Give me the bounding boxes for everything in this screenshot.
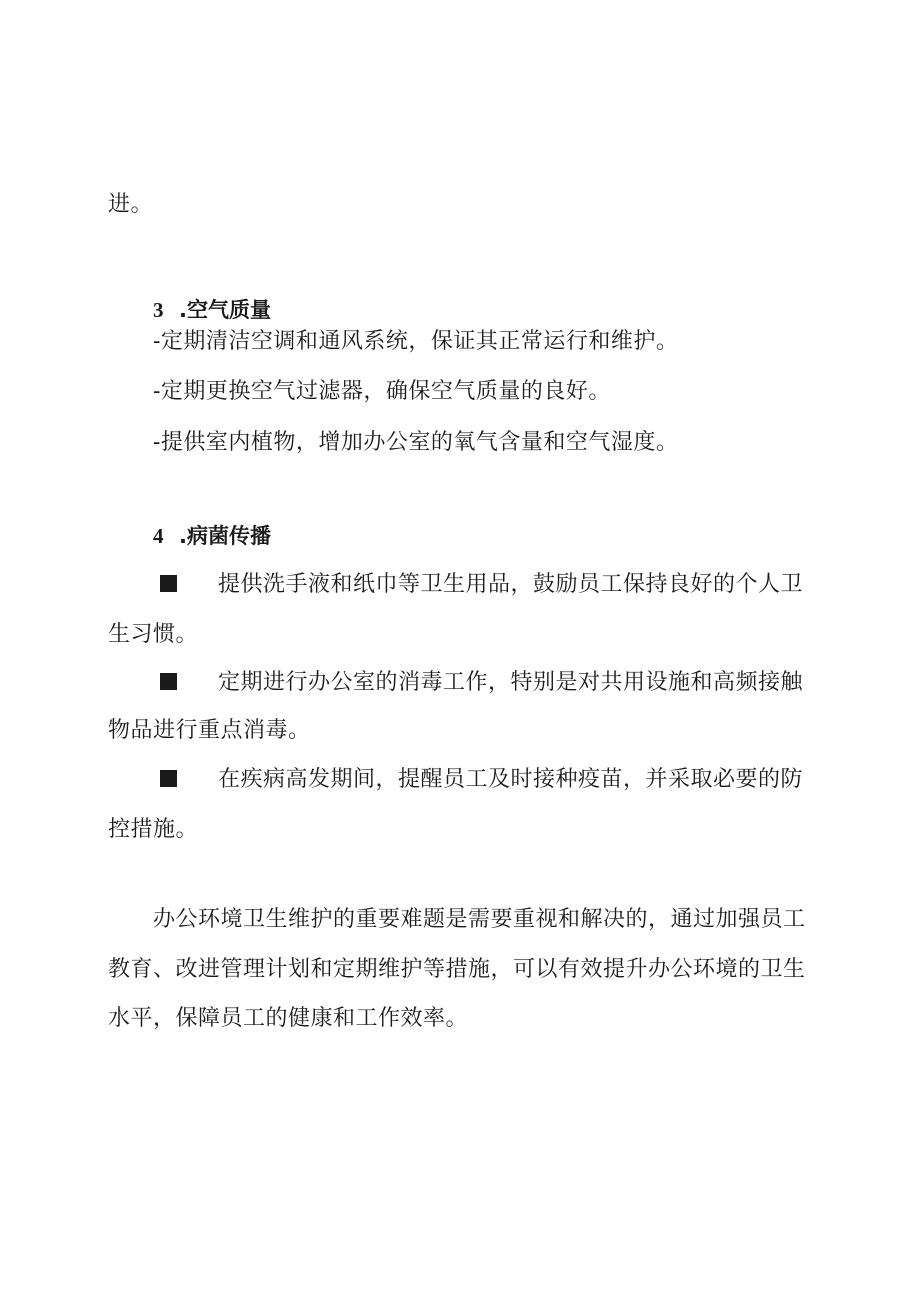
germ-bullet-2 [160, 668, 803, 698]
germ-bullet-3-continuation: 控措施。 [108, 817, 199, 842]
carryover-text: 进。 [108, 192, 154, 217]
germ-bullet-1 [160, 570, 803, 600]
air-quality-item-3: -提供室内植物，增加办公室的氧气含量和空气湿度。 [153, 430, 679, 455]
germ-bullet-2-continuation: 物品进行重点消毒。 [108, 718, 311, 743]
section-4-number: 4 [153, 524, 164, 548]
germ-bullet-2-text: 定期进行办公室的消毒工作，特别是对共用设施和高频接触 [218, 670, 804, 695]
germ-bullet-1-continuation: 生习惯。 [108, 622, 199, 647]
air-quality-item-1: -定期清洁空调和通风系统，保证其正常运行和维护。 [153, 329, 679, 354]
section-3-number: 3 [153, 298, 164, 322]
section-3-heading [153, 295, 271, 325]
air-quality-item-2: -定期更换空气过滤器，确保空气质量的良好。 [153, 379, 611, 404]
square-bullet-icon [160, 770, 177, 787]
section-4-title: .病菌传播 [179, 524, 271, 548]
square-bullet-icon [160, 575, 177, 592]
section-4-heading [153, 521, 271, 551]
conclusion-line-2: 教育、改进管理计划和定期维护等措施，可以有效提升办公环境的卫生 [108, 957, 806, 982]
square-bullet-icon [160, 673, 177, 690]
germ-bullet-1-text: 提供洗手液和纸巾等卫生用品，鼓励员工保持良好的个人卫 [218, 572, 804, 597]
germ-bullet-3 [160, 765, 803, 795]
conclusion-line-3: 水平，保障员工的健康和工作效率。 [108, 1006, 469, 1031]
germ-bullet-3-text: 在疾病高发期间，提醒员工及时接种疫苗，并采取必要的防 [218, 767, 804, 792]
conclusion-line-1: 办公环境卫生维护的重要难题是需要重视和解决的，通过加强员工 [153, 907, 806, 932]
section-3-title: .空气质量 [179, 298, 271, 322]
